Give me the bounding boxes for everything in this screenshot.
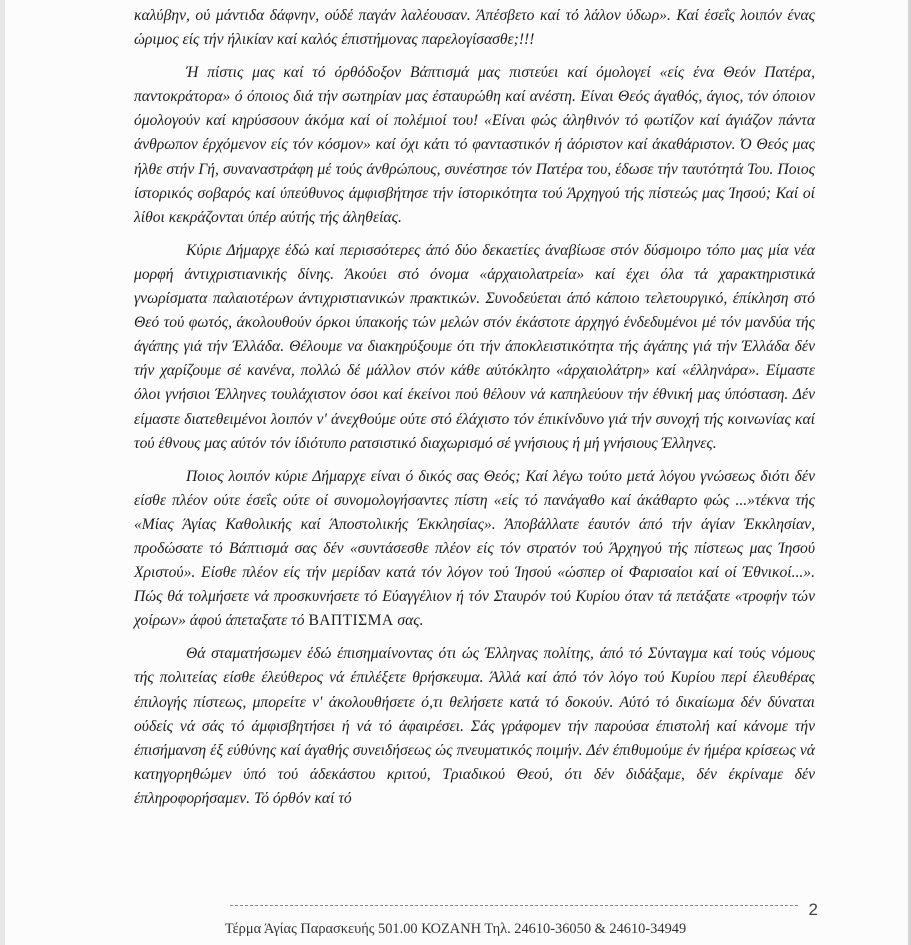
paragraph-2: Ή πίστις μας καί τό όρθόδοξον Βάπτισμά μας πιστεύει καί όμολογεί «είς ένα Θεόν Πατέρα, παντοκράτορα» ό όποιος διά τήν σωτηρίαν μας έσταυρώθη καί ανέστη. Είναι Θεός άγαθός, άγιος, τόν όποιον όμολογούν καί κηρύσσουν άκόμα καί οί πολέμιοί του! «Είναι φώς άληθινόν τό φωτίζον καί άγιάζον πάντα άνθρωπον έρχόμενον είς τόν κόσμον» καί όχι κάτι τό φανταστικόν ή άόριστον καί άκαθάριστον. Ό Θεός μας ήλθε στήν Γή, συναναστράφη μέ τούς άνθρώπους, συνέστησε τόν Πατέρα του, έδωσε τήν ταυτότητά Του. Ποιος ίστορικός σοβαρός καί ύπεύθυνος άμφισβήτησε τήν ίστορικότητα τού Άρχηγού τής πίστεώς μας Ίησού; Καί οί λίθοι κεκράζονται ύπέρ αύτής τής άληθείας. xyxy=(134,64,815,226)
paragraph-4-tail: σας. xyxy=(393,612,424,630)
footer-divider xyxy=(230,905,798,906)
paragraph-1: καλύβην, ού μάντιδα δάφνην, ούδέ παγάν λαλέουσαν. Άπέσβετο καί τό λάλον ύδωρ». Καί έσεΐς λοιπόν ένας ώριμος είς τήν ήλικίαν καί καλός έπιστήμονας παρελογίσασθε;!!! xyxy=(134,7,815,49)
paragraph-4-text: Ποιος λοιπόν κύριε Δήμαρχε είναι ό δικός σας Θεός; Καί λέγω τούτο μετά λόγου γνώσεως διότι δέν είσθε πλέον ούτε έσεΐς ούτε οί συνομολογήσαντες πίστη «είς τό πανάγαθο καί άκάθαρτο φώς ...»τέκνα τής «Μίας Άγίας Καθολικής καί Άποστολικής Έκκλησίας». Άποβάλλατε έαυτόν άπό τήν άγίαν Έκκλησίαν, προδώσατε τό Βάπτισμά σας δέν «συντάσεσθε πλέον είς τόν στρατόν τού Άρχηγού τής πίστεως μας Ίησού Χριστού». Είσθε πλέον είς τήν μερίδαν κατά τόν λόγον τού Ίησού «ώσπερ οί Φαρισαίοι καί οί Έθνικοί...». Πώς θά τολμήσετε νά προσκυνήσετε τό Εύαγγέλιον ή τόν Σταυρόν τού Κυρίου όταν τά πετάξατε «τροφήν τών χοίρων» άφού άπεταξατε τό xyxy=(134,467,815,630)
baptism-caps-word: ΒΑΠΤΙΣΜΑ xyxy=(308,612,394,630)
paragraph-3: Κύριε Δήμαρχε έδώ καί περισσότερες άπό δύο δεκαετίες άναβίωσε στόν δύσμοιρο τόπο μας μία νέα μορφή άντιχριστιανικής δίνης. Άκούει στό όνομα «άρχαιολατρεία» καί έχει όλα τά χαρακτηριστικά γνωρίσματα παλαιοτέρων άντιχριστιανικών πρακτικών. Συνοδεύεται άπό κάποιο τελετουργικό, έπίκληση στό Θεό τού φωτός, άκολουθούν όρκοι ύπακοής τών μελών στόν έκάστοτε άρχηγό ένδεδυμένοι μέ τόν μανδύα τής άγάπης γιά τήν Έλλάδα. Θέλουμε να διακηρύξουμε ότι τήν άποκλειστικότητα τής άγάπης γιά τήν Έλλάδα δέν τήν χαρίζουμε σέ κανένα, πολλώ δέ μάλλον στόν κάθε αύτόκλητο «άρχαιολάτρη» καί «έλληνάρα». Είμαστε όλοι γνήσιοι Έλληνες τουλάχιστον όσοι καί έκείνοι πού θέλουν νά καπηλεύουν τήν έθνική μας ύπόσταση. Δέν είμαστε διατεθειμένοι λοιπόν ν' άνεχθούμε ούτε στό έλάχιστο τόν έπικίνδυνο γιά τήν συνοχή τής κοινωνίας καί τού έθνους μας αύτόν τόν ίδιότυπο ρατσιστικό διαχωρισμό σέ γνήσιους ή μή γνήσιους Έλληνες. xyxy=(134,241,815,452)
letter-body xyxy=(134,4,815,811)
paragraph-5: Θά σταματήσωμεν έδώ έπισημαίνοντας ότι ώς Έλληνας πολίτης, άπό τό Σύνταγμα καί τούς νόμους τής πολιτείας είσθε έλεύθερος νά έπιλέξετε θρήσκευμα. Άλλά καί άπό τόν λόγο τού Κυρίου περί έλευθέρας έπιλογής πίστεως, μπορείτε ν' άκολουθήσετε ό,τι θελήσετε κατά τό δοκούν. Αύτό τό δικαίωμα δέν δύναται ούδείς νά σάς τό άμφισβητήσει ή νά τό άφαιρέσει. Σάς γράφομεν τήν παρούσα έπιστολή καί κάνομε τήν έπισήμανση έξ εύθύνης καί άγαθής συνειδήσεως ώς πνευματικός ποιμήν. Δέν έπιθυμούμε έν ήμέρα κρίσεως νά κατηγορηθώμεν ύπό τού άδεκάστου κριτού, Τριαδικού Θεού, ότι δέν διδάξαμε, δέν έκρίναμε δέν έπληροφορήσαμεν. Τό όρθόν καί τό xyxy=(134,645,815,807)
page-number: 2 xyxy=(808,900,818,919)
footer-address: Τέρμα Άγίας Παρασκευής 501.00 ΚΟΖΑΝΗ Τηλ. 24610-36050 & 24610-34949 xyxy=(224,921,687,937)
paragraph-4 xyxy=(134,465,815,634)
